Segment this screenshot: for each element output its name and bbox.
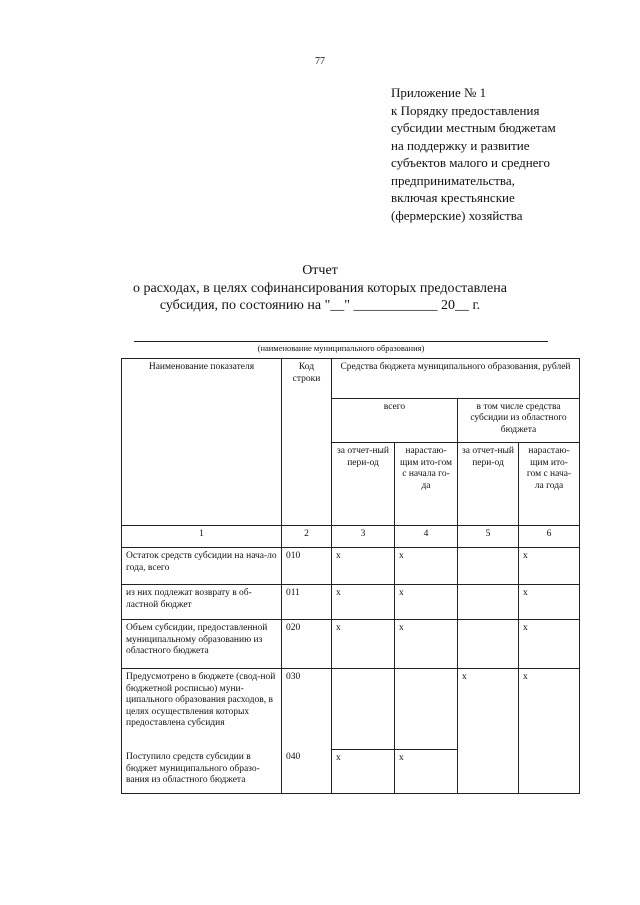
header-period-subsidy: за отчет-ный пери-од [458,443,519,526]
column-number: 3 [332,526,395,548]
row-cell: x [395,548,458,585]
header-total: всего [332,398,458,442]
row-cell: x [519,548,580,585]
row-cell: x [395,749,458,794]
column-number: 6 [519,526,580,548]
title-line-2: о расходах, в целях софинансирования которых предоставлена [133,280,507,296]
appendix-line: включая крестьянские [391,190,515,205]
appendix-line: (фермерские) хозяйства [391,207,523,223]
appendix-block [391,84,631,224]
header-code: Код строки [282,359,332,526]
report-table [121,358,580,794]
appendix-line: Приложение № 1 [391,85,487,100]
title-line-3: субсидия, по состоянию на "__" ____________ 20__ г. [159,298,481,313]
column-number: 5 [458,526,519,548]
row-cell [519,749,580,794]
row-cell [458,749,519,794]
column-number: 2 [282,526,332,548]
row-cell [332,669,395,750]
report-title [0,262,640,315]
row-name: Поступило средств субсидии в бюджет муниципального образо-вания из областного бюджета [122,749,282,794]
row-cell [458,585,519,620]
appendix-line: субсидии местным бюджетам [391,120,556,135]
title-line-1: Отчет [302,263,338,278]
row-cell: x [519,585,580,620]
header-indicator: Наименование показателя [122,359,282,526]
header-funds: Средства бюджета муниципального образования, рублей [332,359,580,399]
row-code: 030 [282,669,332,750]
row-cell: x [395,585,458,620]
page-number: 77 [315,56,325,67]
appendix-line: к Порядку предоставления [391,102,540,118]
row-cell [395,669,458,750]
row-code: 010 [282,548,332,585]
row-name: из них подлежат возврату в об-ластной бюджет [122,585,282,620]
row-cell: x [519,669,580,750]
row-code: 020 [282,620,332,669]
header-cumulative: нарастаю-щим ито-гом с начала го-да [395,443,458,526]
table-row [122,548,580,585]
table-row [122,620,580,669]
row-cell: x [519,620,580,669]
row-name: Предусмотрено в бюджете (свод-ной бюджетной росписью) муни-ципального образования расходов, в целях осуществления которых предоставлена субсидия [122,669,282,750]
row-code: 011 [282,585,332,620]
row-name: Остаток средств субсидии на нача-ло года, всего [122,548,282,585]
row-cell: x [395,620,458,669]
header-incl-subsidy: в том числе средства субсидии из областного бюджета [458,398,580,442]
row-code: 040 [282,749,332,794]
municipality-name-line [134,341,548,342]
row-cell: x [458,669,519,750]
table-row [122,669,580,750]
municipality-caption: (наименование муниципального образования) [257,343,425,353]
row-cell: x [332,548,395,585]
table-row [122,749,580,794]
header-period: за отчет-ный пери-од [332,443,395,526]
column-number: 4 [395,526,458,548]
row-cell [458,548,519,585]
row-cell: x [332,749,395,794]
row-cell [458,620,519,669]
appendix-line: субъектов малого и среднего [391,155,550,170]
column-number: 1 [122,526,282,548]
row-cell: x [332,585,395,620]
row-name: Объем субсидии, предоставленной муниципальному образованию из областного бюджета [122,620,282,669]
header-cumulative-subsidy: нарастаю-щим ито-гом с нача-ла года [519,443,580,526]
row-cell: x [332,620,395,669]
appendix-line: предпринимательства, [391,172,515,188]
appendix-line: на поддержку и развитие [391,137,530,153]
table-row [122,585,580,620]
